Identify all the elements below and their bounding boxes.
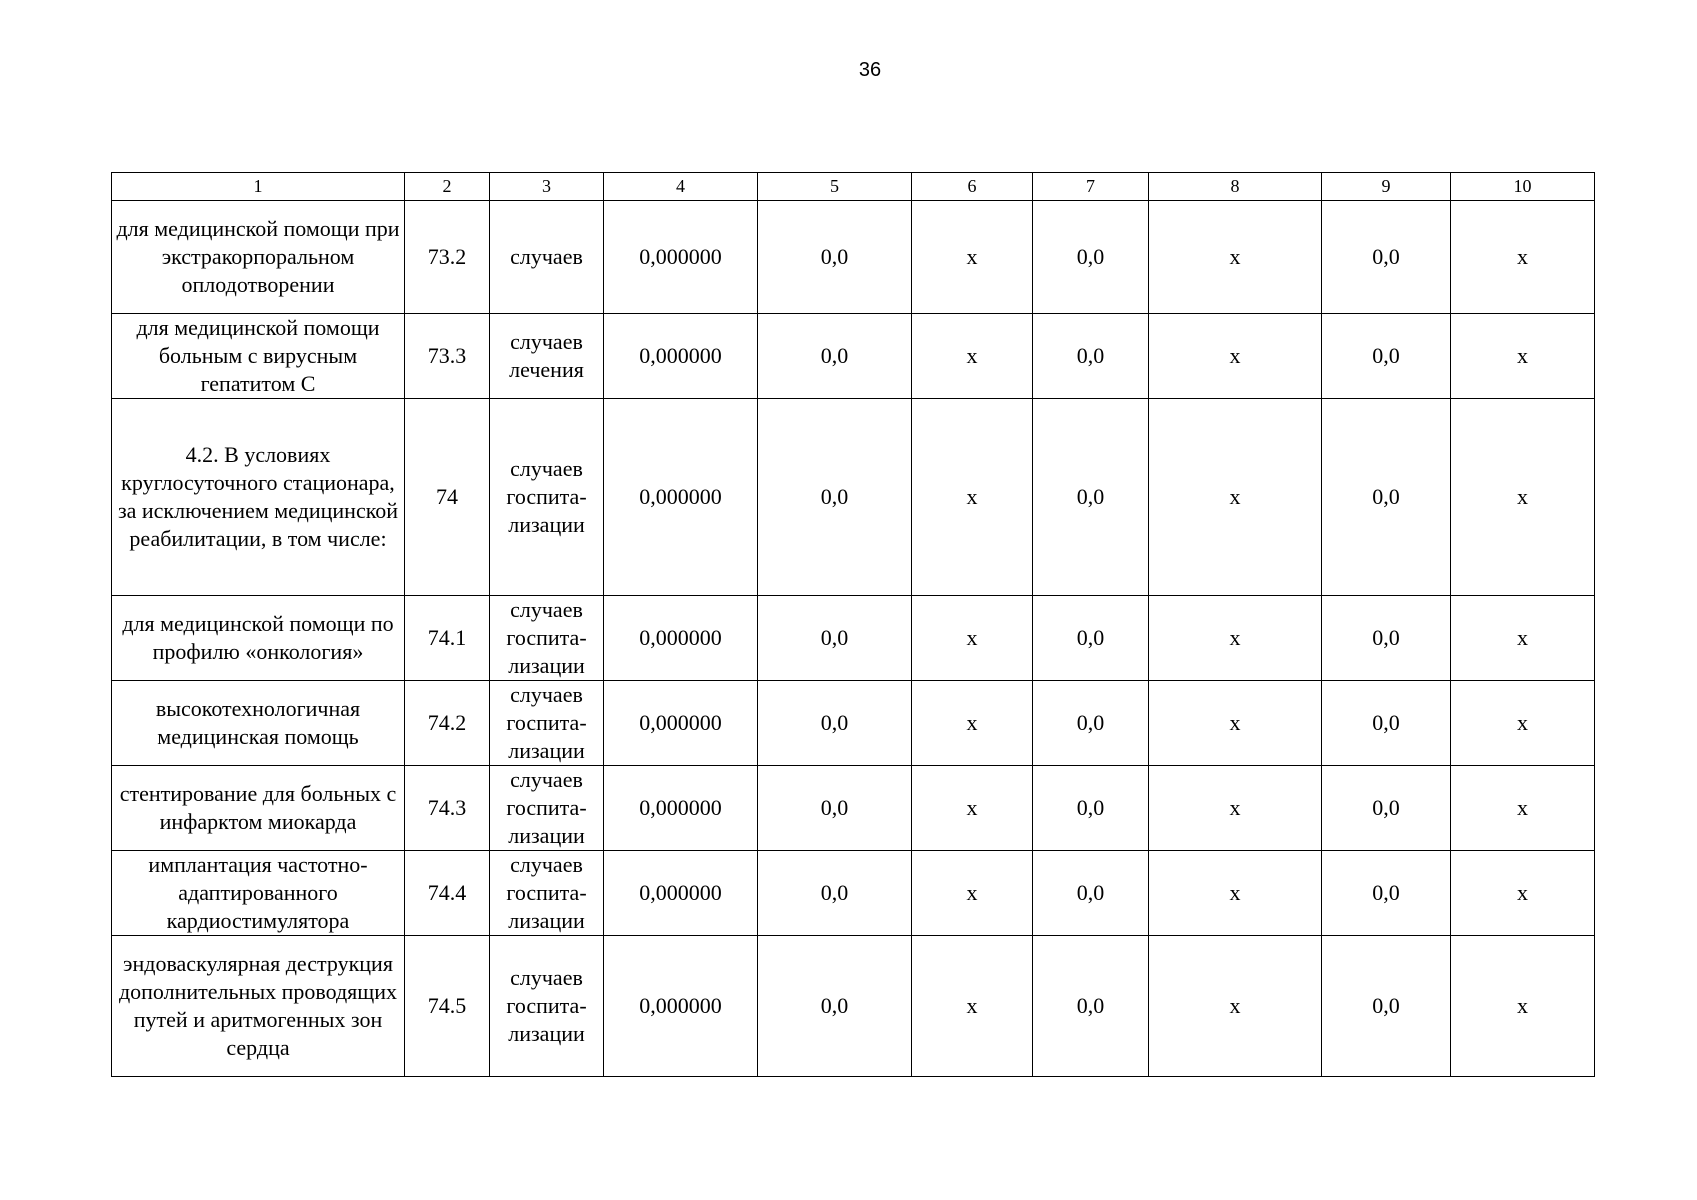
value-cell-col5: 0,0 [758,681,912,766]
indicator-name-cell: для медицинской помощи при экстракорпоральном оплодотворении [112,201,405,314]
value-cell-col6: х [912,596,1033,681]
unit-line: госпита- [506,484,587,509]
column-header: 1 [112,173,405,201]
value-cell-col10: х [1451,201,1595,314]
indicator-name-cell: высокотехнологичная медицинская помощь [112,681,405,766]
table-row [112,399,1595,596]
value-cell-col8: х [1149,314,1322,399]
unit-line: случаев [510,244,583,269]
value-cell-col9: 0,0 [1322,766,1451,851]
column-header: 7 [1033,173,1149,201]
unit-line: госпита- [506,880,587,905]
value-cell-col8: х [1149,681,1322,766]
unit-cell [490,596,604,681]
unit-cell [490,681,604,766]
unit-line: госпита- [506,795,587,820]
unit-line: случаев [510,852,583,877]
value-cell-col8: х [1149,596,1322,681]
value-cell-col10: х [1451,681,1595,766]
value-cell-col7: 0,0 [1033,596,1149,681]
indicator-name-cell: стентирование для больных с инфарктом миокарда [112,766,405,851]
unit-line: лизации [508,823,585,848]
table-row [112,596,1595,681]
value-cell-col4: 0,000000 [604,681,758,766]
value-cell-col5: 0,0 [758,596,912,681]
table-row [112,936,1595,1077]
table-row [112,681,1595,766]
value-cell-col9: 0,0 [1322,681,1451,766]
value-cell-col4: 0,000000 [604,766,758,851]
value-cell-col8: х [1149,936,1322,1077]
value-cell-col7: 0,0 [1033,936,1149,1077]
value-cell-col7: 0,0 [1033,766,1149,851]
column-header: 9 [1322,173,1451,201]
page-number: 36 [858,59,882,81]
value-cell-col9: 0,0 [1322,399,1451,596]
value-cell-col10: х [1451,766,1595,851]
unit-cell [490,201,604,314]
column-header: 10 [1451,173,1595,201]
row-code-cell: 73.2 [405,201,490,314]
unit-line: случаев [510,682,583,707]
value-cell-col9: 0,0 [1322,936,1451,1077]
value-cell-col7: 0,0 [1033,314,1149,399]
value-cell-col5: 0,0 [758,314,912,399]
value-cell-col7: 0,0 [1033,681,1149,766]
unit-cell [490,936,604,1077]
value-cell-col7: 0,0 [1033,201,1149,314]
unit-line: случаев [510,329,583,354]
value-cell-col9: 0,0 [1322,314,1451,399]
unit-cell [490,766,604,851]
value-cell-col6: х [912,936,1033,1077]
row-code-cell: 74 [405,399,490,596]
value-cell-col4: 0,000000 [604,596,758,681]
table-row [112,851,1595,936]
unit-cell [490,851,604,936]
value-cell-col6: х [912,314,1033,399]
table-row [112,201,1595,314]
value-cell-col4: 0,000000 [604,201,758,314]
row-code-cell: 74.1 [405,596,490,681]
value-cell-col10: х [1451,596,1595,681]
value-cell-col6: х [912,766,1033,851]
value-cell-col6: х [912,399,1033,596]
value-cell-col8: х [1149,766,1322,851]
value-cell-col10: х [1451,851,1595,936]
value-cell-col4: 0,000000 [604,851,758,936]
unit-cell [490,399,604,596]
row-code-cell: 74.4 [405,851,490,936]
column-header: 6 [912,173,1033,201]
unit-line: лизации [508,738,585,763]
row-code-cell: 74.5 [405,936,490,1077]
unit-line: лизации [508,1021,585,1046]
indicator-name-cell: для медицинской помощи больным с вирусным гепатитом С [112,314,405,399]
value-cell-col6: х [912,201,1033,314]
value-cell-col10: х [1451,399,1595,596]
value-cell-col6: х [912,681,1033,766]
table-row [112,766,1595,851]
unit-line: госпита- [506,710,587,735]
value-cell-col4: 0,000000 [604,399,758,596]
value-cell-col6: х [912,851,1033,936]
unit-line: госпита- [506,625,587,650]
indicator-name-cell: для медицинской помощи по профилю «онкология» [112,596,405,681]
column-header: 2 [405,173,490,201]
data-table [111,172,1595,1077]
value-cell-col5: 0,0 [758,936,912,1077]
table-row [112,314,1595,399]
value-cell-col5: 0,0 [758,399,912,596]
value-cell-col8: х [1149,851,1322,936]
column-header: 5 [758,173,912,201]
value-cell-col8: х [1149,201,1322,314]
column-header: 8 [1149,173,1322,201]
unit-line: лизации [508,512,585,537]
indicator-name-cell: 4.2. В условиях круглосуточного стационара, за исключением медицинской реабилитации, в том числе: [112,399,405,596]
value-cell-col5: 0,0 [758,851,912,936]
row-code-cell: 73.3 [405,314,490,399]
value-cell-col9: 0,0 [1322,851,1451,936]
value-cell-col4: 0,000000 [604,936,758,1077]
row-code-cell: 74.2 [405,681,490,766]
unit-line: случаев [510,597,583,622]
unit-line: случаев [510,767,583,792]
value-cell-col7: 0,0 [1033,399,1149,596]
column-header: 3 [490,173,604,201]
unit-line: случаев [510,456,583,481]
value-cell-col10: х [1451,314,1595,399]
unit-line: госпита- [506,993,587,1018]
unit-line: лечения [509,357,584,382]
indicator-name-cell: имплантация частотно-адаптированного кардиостимулятора [112,851,405,936]
value-cell-col7: 0,0 [1033,851,1149,936]
value-cell-col10: х [1451,936,1595,1077]
value-cell-col5: 0,0 [758,201,912,314]
value-cell-col9: 0,0 [1322,201,1451,314]
value-cell-col8: х [1149,399,1322,596]
unit-line: случаев [510,965,583,990]
row-code-cell: 74.3 [405,766,490,851]
value-cell-col9: 0,0 [1322,596,1451,681]
header-row [112,173,1595,201]
indicator-name-cell: эндоваскулярная деструкция дополнительных проводящих путей и аритмогенных зон сердца [112,936,405,1077]
unit-line: лизации [508,653,585,678]
unit-line: лизации [508,908,585,933]
value-cell-col5: 0,0 [758,766,912,851]
unit-cell [490,314,604,399]
column-header: 4 [604,173,758,201]
value-cell-col4: 0,000000 [604,314,758,399]
